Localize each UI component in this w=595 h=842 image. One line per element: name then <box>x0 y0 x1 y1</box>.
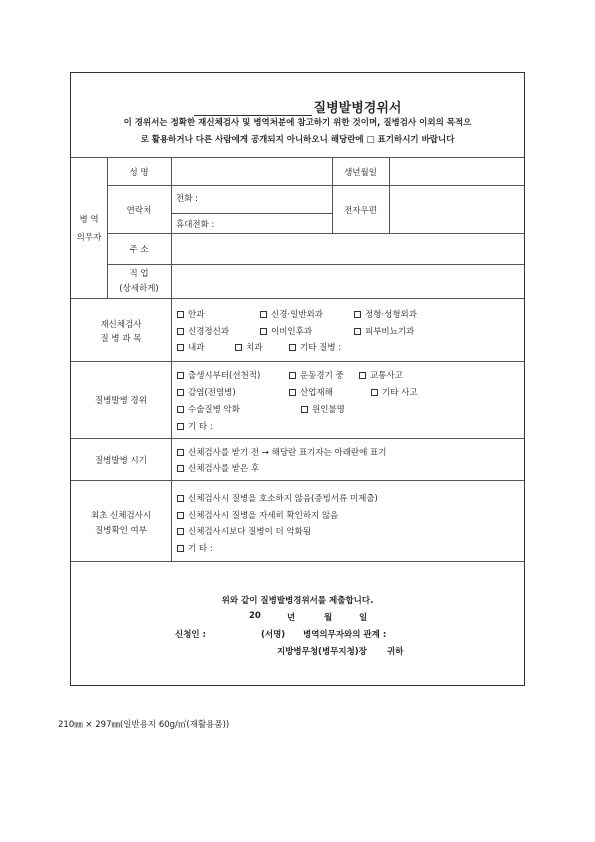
checkbox[interactable] <box>260 328 267 335</box>
divider <box>389 157 390 233</box>
divider <box>171 157 172 561</box>
checkbox[interactable] <box>235 344 242 351</box>
subject-option[interactable]: 정형·성형외과 <box>354 308 417 320</box>
cause-option[interactable]: 산업재해 <box>289 386 333 398</box>
initial-option[interactable]: 기 타 : <box>177 542 213 554</box>
form-title <box>71 97 524 116</box>
divider <box>71 157 524 158</box>
checkbox[interactable] <box>177 406 184 413</box>
checkbox[interactable] <box>354 328 361 335</box>
subjects-label-2: 질 병 과 목 <box>100 334 142 344</box>
email-field[interactable] <box>393 189 521 229</box>
divider <box>71 480 524 481</box>
divider <box>171 213 332 214</box>
cause-option[interactable]: 출생시부터(선천적) <box>177 369 260 381</box>
checkbox[interactable] <box>289 344 296 351</box>
divider <box>107 264 524 265</box>
job-label: 직 업 <box>129 269 149 279</box>
checkbox[interactable] <box>177 449 184 456</box>
checkbox[interactable] <box>359 372 366 379</box>
group-label-2: 의무자 <box>76 233 102 243</box>
declaration-line: 위와 같이 질병발병경위서를 제출합니다. <box>221 596 374 606</box>
checkbox[interactable] <box>371 389 378 396</box>
subjects-label-1: 재신체검사 <box>100 320 142 330</box>
year-label: 년 <box>287 613 296 623</box>
group-label-1: 병 역 <box>79 215 99 225</box>
divider <box>71 298 524 299</box>
initial-label-1: 최초 신체검사시 <box>90 511 152 521</box>
email-label: 전자우편 <box>344 206 377 216</box>
name-field[interactable] <box>175 162 329 182</box>
checkbox[interactable] <box>177 372 184 379</box>
month-label: 월 <box>324 613 333 623</box>
cause-option[interactable]: 감염(전염병) <box>177 386 236 398</box>
divider <box>107 233 524 234</box>
address-field[interactable] <box>175 237 521 261</box>
checkbox[interactable] <box>177 311 184 318</box>
cause-option[interactable]: 원인불명 <box>301 403 345 415</box>
paper-size-note: 210㎜ × 297㎜(일반용지 60g/㎡(재활용품)) <box>58 720 230 730</box>
cause-option[interactable]: 교통사고 <box>359 369 403 381</box>
intro-line-1: 이 경위서는 정확한 재신체검사 및 병역처분에 참고하기 위한 것이며, 질병검사 이외의 목적으 <box>123 118 472 128</box>
initial-option[interactable]: 신체검사시보다 질병이 더 악화됨 <box>177 525 311 537</box>
checkbox[interactable] <box>177 528 184 535</box>
applicant-field[interactable] <box>211 624 259 640</box>
cause-option[interactable]: 기타 사고 <box>371 386 418 398</box>
divider <box>71 438 524 439</box>
checkbox[interactable] <box>177 495 184 502</box>
intro-line-2: 로 활용하거나 다른 사람에게 공개되지 아니하오니 해당란에 □ 표기하시기 바랍니다 <box>140 135 455 145</box>
subject-option[interactable]: 기타 질병 : <box>289 341 341 353</box>
month-field[interactable] <box>300 607 322 623</box>
timing-option[interactable]: 신체검사를 받기 전 → 해당란 표기자는 아래란에 표기 <box>177 446 386 458</box>
relation-field[interactable] <box>407 624 467 640</box>
checkbox[interactable] <box>177 344 184 351</box>
checkbox[interactable] <box>301 406 308 413</box>
initial-option[interactable]: 신체검사시 질병을 자세히 확인하지 않음 <box>177 509 338 521</box>
application-form <box>70 72 525 686</box>
checkbox[interactable] <box>289 372 296 379</box>
cause-option[interactable]: 수술질병 악화 <box>177 403 240 415</box>
birth-label: 생년월일 <box>344 168 377 178</box>
subject-option[interactable]: 치과 <box>235 341 262 353</box>
contact-label: 연락처 <box>126 206 152 216</box>
initial-label-2: 질병확인 여부 <box>95 526 147 536</box>
checkbox[interactable] <box>177 389 184 396</box>
initial-option[interactable]: 신체검사시 질병을 호소하지 않음(증빙서류 미제출) <box>177 492 378 504</box>
year-prefix: 20 <box>249 611 261 621</box>
form-title-text: 질병발병경위서 <box>313 101 402 116</box>
checkbox[interactable] <box>260 311 267 318</box>
addressee: 지방병무청(병무지청)장 <box>277 647 367 657</box>
day-label: 일 <box>359 613 368 623</box>
divider <box>71 361 524 362</box>
divider <box>107 185 524 186</box>
subject-option[interactable]: 내과 <box>177 341 204 353</box>
divider <box>71 561 524 562</box>
subject-option[interactable]: 이비인후과 <box>260 325 312 337</box>
cause-option[interactable]: 운동경기 중 <box>289 369 344 381</box>
signature-label: (서명) <box>261 630 286 640</box>
checkbox[interactable] <box>177 512 184 519</box>
relation-label: 병역의무자와의 관계 : <box>303 630 387 640</box>
birth-field[interactable] <box>393 162 521 182</box>
day-field[interactable] <box>337 607 357 623</box>
honorific: 귀하 <box>387 647 404 657</box>
checkbox[interactable] <box>354 311 361 318</box>
checkbox[interactable] <box>177 465 184 472</box>
name-label: 성 명 <box>129 168 149 178</box>
timing-option[interactable]: 신체검사를 받은 후 <box>177 462 259 474</box>
cause-label: 질병발병 경위 <box>95 396 147 406</box>
subject-option[interactable]: 안과 <box>177 308 204 320</box>
checkbox[interactable] <box>177 545 184 552</box>
timing-label: 질병발병 시기 <box>95 456 147 466</box>
subject-option[interactable]: 신경정신과 <box>177 325 229 337</box>
job-sub-label: (상세하게) <box>119 284 159 294</box>
subject-option[interactable]: 신경·일반외과 <box>260 308 323 320</box>
checkbox[interactable] <box>289 389 296 396</box>
applicant-label: 신청인 : <box>175 630 206 640</box>
cause-option[interactable]: 기 타 : <box>177 420 213 432</box>
subject-option[interactable]: 피부비뇨기과 <box>354 325 414 337</box>
checkbox[interactable] <box>177 423 184 430</box>
checkbox[interactable] <box>177 328 184 335</box>
year-field[interactable] <box>263 607 285 623</box>
mobile-label[interactable]: 휴대전화 : <box>176 220 215 230</box>
phone-label[interactable]: 전화 : <box>176 194 198 204</box>
job-field[interactable] <box>175 268 521 294</box>
address-label: 주 소 <box>129 245 149 255</box>
